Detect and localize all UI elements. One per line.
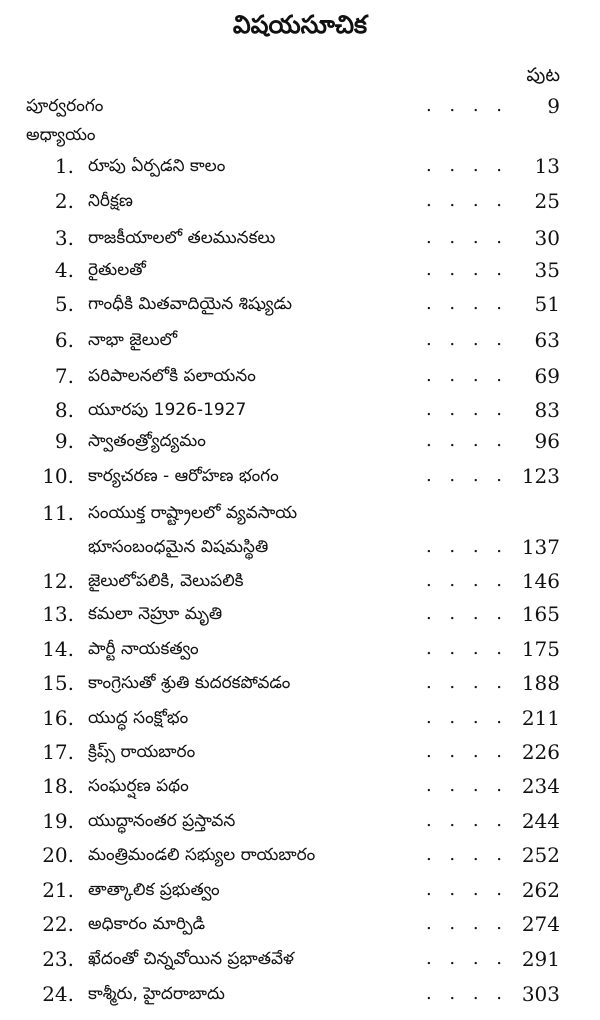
page-title: విషయసూచిక: [232, 10, 368, 39]
chapter-title: నిరీక్షణ: [88, 191, 133, 211]
chapter-row: [0, 425, 600, 457]
chapter-title: తాత్కాలిక ప్రభుత్వం: [88, 880, 220, 900]
chapter-title: రైతులతో: [88, 260, 146, 280]
leader-dots: . . . .: [425, 810, 508, 831]
chapter-title: సంఘర్షణ పథం: [88, 776, 189, 796]
chapter-row: [0, 460, 600, 492]
page-number: 13: [534, 154, 560, 178]
chapter-title: స్వాతంత్ర్యోద్యమం: [88, 431, 206, 451]
chapter-number: 9.: [54, 429, 74, 453]
page-number: 35: [534, 258, 560, 282]
chapter-row: [0, 565, 600, 597]
leader-dots: . . . .: [425, 430, 508, 451]
leader-dots: . . . .: [425, 190, 508, 211]
chapter-number: 22.: [42, 912, 74, 936]
chapter-title: యూరపు 1926-1927: [88, 400, 247, 420]
chapter-row: [0, 222, 600, 254]
chapter-row: [0, 667, 600, 699]
leader-dots: . . . .: [425, 948, 508, 969]
chapter-number: 1.: [54, 154, 74, 178]
page-number: 244: [521, 809, 560, 833]
page-column-header: పుట: [526, 64, 560, 86]
chapter-row: [0, 150, 600, 182]
chapter-title: యుద్ధానంతర ప్రస్తావన: [88, 811, 236, 831]
page-number: 175: [521, 637, 560, 661]
leader-dots: . . . .: [425, 672, 508, 693]
chapter-title: ఖేదంతో చిన్నవోయిన ప్రభాతవేళ: [88, 949, 295, 969]
page-number: 226: [521, 740, 560, 764]
page-number: 234: [521, 774, 560, 798]
chapter-number: 19.: [42, 809, 74, 833]
chapter-title: కాశ్మీరు, హైదరాబాదు: [88, 984, 225, 1004]
chapter-title-continued: భూసంబంధమైన విషమస్థితి: [88, 537, 269, 557]
leader-dots: . . . .: [425, 775, 508, 796]
leader-dots: . . . .: [425, 329, 508, 350]
leader-dots: . . . .: [425, 741, 508, 762]
page-number: 96: [534, 429, 560, 453]
chapter-row: [0, 185, 600, 217]
leader-dots: . . . .: [425, 638, 508, 659]
chapter-title: క్రిప్స్ రాయబారం: [88, 742, 196, 762]
chapter-title: కమలా నెహ్రూ మృతి: [88, 604, 223, 624]
leader-dots: . . . .: [425, 399, 508, 420]
leader-dots: . . . .: [425, 879, 508, 900]
page-number: 262: [521, 878, 560, 902]
chapter-number: 10.: [42, 464, 74, 488]
chapter-row: [0, 874, 600, 906]
chapter-row: [0, 598, 600, 630]
leader-dots: . . . .: [425, 603, 508, 624]
page-number: 30: [534, 226, 560, 250]
chapter-title: కాంగ్రెసుతో శ్రుతి కుదరకపోవడం: [88, 673, 291, 693]
page-number: 291: [521, 947, 560, 971]
chapter-row: [0, 633, 600, 665]
chapter-row: [0, 943, 600, 975]
page-number: 146: [521, 569, 560, 593]
leader-dots: . . . .: [425, 913, 508, 934]
page-number: 211: [521, 706, 560, 730]
leader-dots: . . . .: [425, 155, 508, 176]
preface-row: [0, 90, 600, 122]
chapter-row: [0, 288, 600, 320]
chapter-number: 8.: [54, 398, 74, 422]
leader-dots: . . . .: [425, 570, 508, 591]
chapter-title: రూపు ఏర్పడని కాలం: [88, 156, 226, 176]
chapter-number: 13.: [42, 602, 74, 626]
leader-dots: . . . .: [425, 983, 508, 1004]
chapter-row: [0, 839, 600, 871]
chapter-title: రాజకీయాలలో తలమునకలు: [88, 228, 276, 248]
chapter-row: [0, 360, 600, 392]
page-number: 69: [534, 364, 560, 388]
chapter-number: 17.: [42, 740, 74, 764]
chapter-row: [0, 978, 600, 1010]
page-number: 25: [534, 189, 560, 213]
chapter-title: గాంధీకి మితవాదియైన శిష్యుడు: [88, 294, 293, 314]
chapter-number: 4.: [54, 258, 74, 282]
chapter-number: 2.: [54, 189, 74, 213]
chapter-title: కార్యచరణ - ఆరోహణ భంగం: [88, 466, 279, 486]
chapter-title: యుద్ధ సంక్షోభం: [88, 708, 189, 728]
chapter-row: [0, 394, 600, 426]
chapter-number: 16.: [42, 706, 74, 730]
page-number: 165: [521, 602, 560, 626]
chapters-heading: అధ్యాయం: [26, 125, 96, 145]
chapter-row: [0, 324, 600, 356]
chapter-title: అధికారం మార్పిడి: [88, 914, 206, 934]
chapter-row: [0, 770, 600, 802]
leader-dots: . . . .: [425, 844, 508, 865]
chapter-number: 6.: [54, 328, 74, 352]
page-number: 9: [547, 94, 560, 118]
page-number: 303: [521, 982, 560, 1006]
chapter-number: 21.: [42, 878, 74, 902]
chapter-number: 3.: [54, 226, 74, 250]
leader-dots: . . . .: [425, 465, 508, 486]
chapter-number: 24.: [42, 982, 74, 1006]
leader-dots: . . . .: [425, 227, 508, 248]
chapter-title: నాభా జైలులో: [88, 330, 178, 350]
chapter-row: [0, 736, 600, 768]
page-number: 83: [534, 398, 560, 422]
leader-dots: . . . .: [425, 365, 508, 386]
leader-dots: . . . .: [425, 95, 508, 116]
chapters-heading-row: [0, 119, 600, 151]
chapter-number: 11.: [42, 501, 74, 525]
chapter-number: 14.: [42, 637, 74, 661]
chapter-number: 7.: [54, 364, 74, 388]
leader-dots: . . . .: [425, 707, 508, 728]
chapter-row: [0, 702, 600, 734]
chapter-number: 23.: [42, 947, 74, 971]
page-number: 274: [521, 912, 560, 936]
page-number: 252: [521, 843, 560, 867]
page-number: 123: [521, 464, 560, 488]
chapter-title: మంత్రిమండలి సభ్యుల రాయబారం: [88, 845, 316, 865]
chapter-number: 15.: [42, 671, 74, 695]
page-number: 137: [521, 535, 560, 559]
leader-dots: . . . .: [425, 293, 508, 314]
chapter-number: 18.: [42, 774, 74, 798]
leader-dots: . . . .: [425, 536, 508, 557]
chapter-number: 5.: [54, 292, 74, 316]
chapter-row: [0, 805, 600, 837]
chapter-row: [0, 497, 600, 529]
page-number: 63: [534, 328, 560, 352]
chapter-row: [0, 908, 600, 940]
preface-label: పూర్వరంగం: [26, 96, 104, 116]
chapter-row: [0, 254, 600, 286]
page-number: 188: [521, 671, 560, 695]
chapter-title: జైలులోపలికి, వెలుపలికి: [88, 571, 244, 591]
leader-dots: . . . .: [425, 259, 508, 280]
chapter-number: 12.: [42, 569, 74, 593]
chapter-number: 20.: [42, 843, 74, 867]
chapter-title: పరిపాలనలోకి పలాయనం: [88, 366, 256, 386]
chapter-title: సంయుక్త రాష్ట్రాలలో వ్యవసాయ: [88, 503, 298, 523]
chapter-row-continued: [0, 531, 600, 563]
chapter-title: పార్టీ నాయకత్వం: [88, 639, 199, 659]
page-number: 51: [534, 292, 560, 316]
